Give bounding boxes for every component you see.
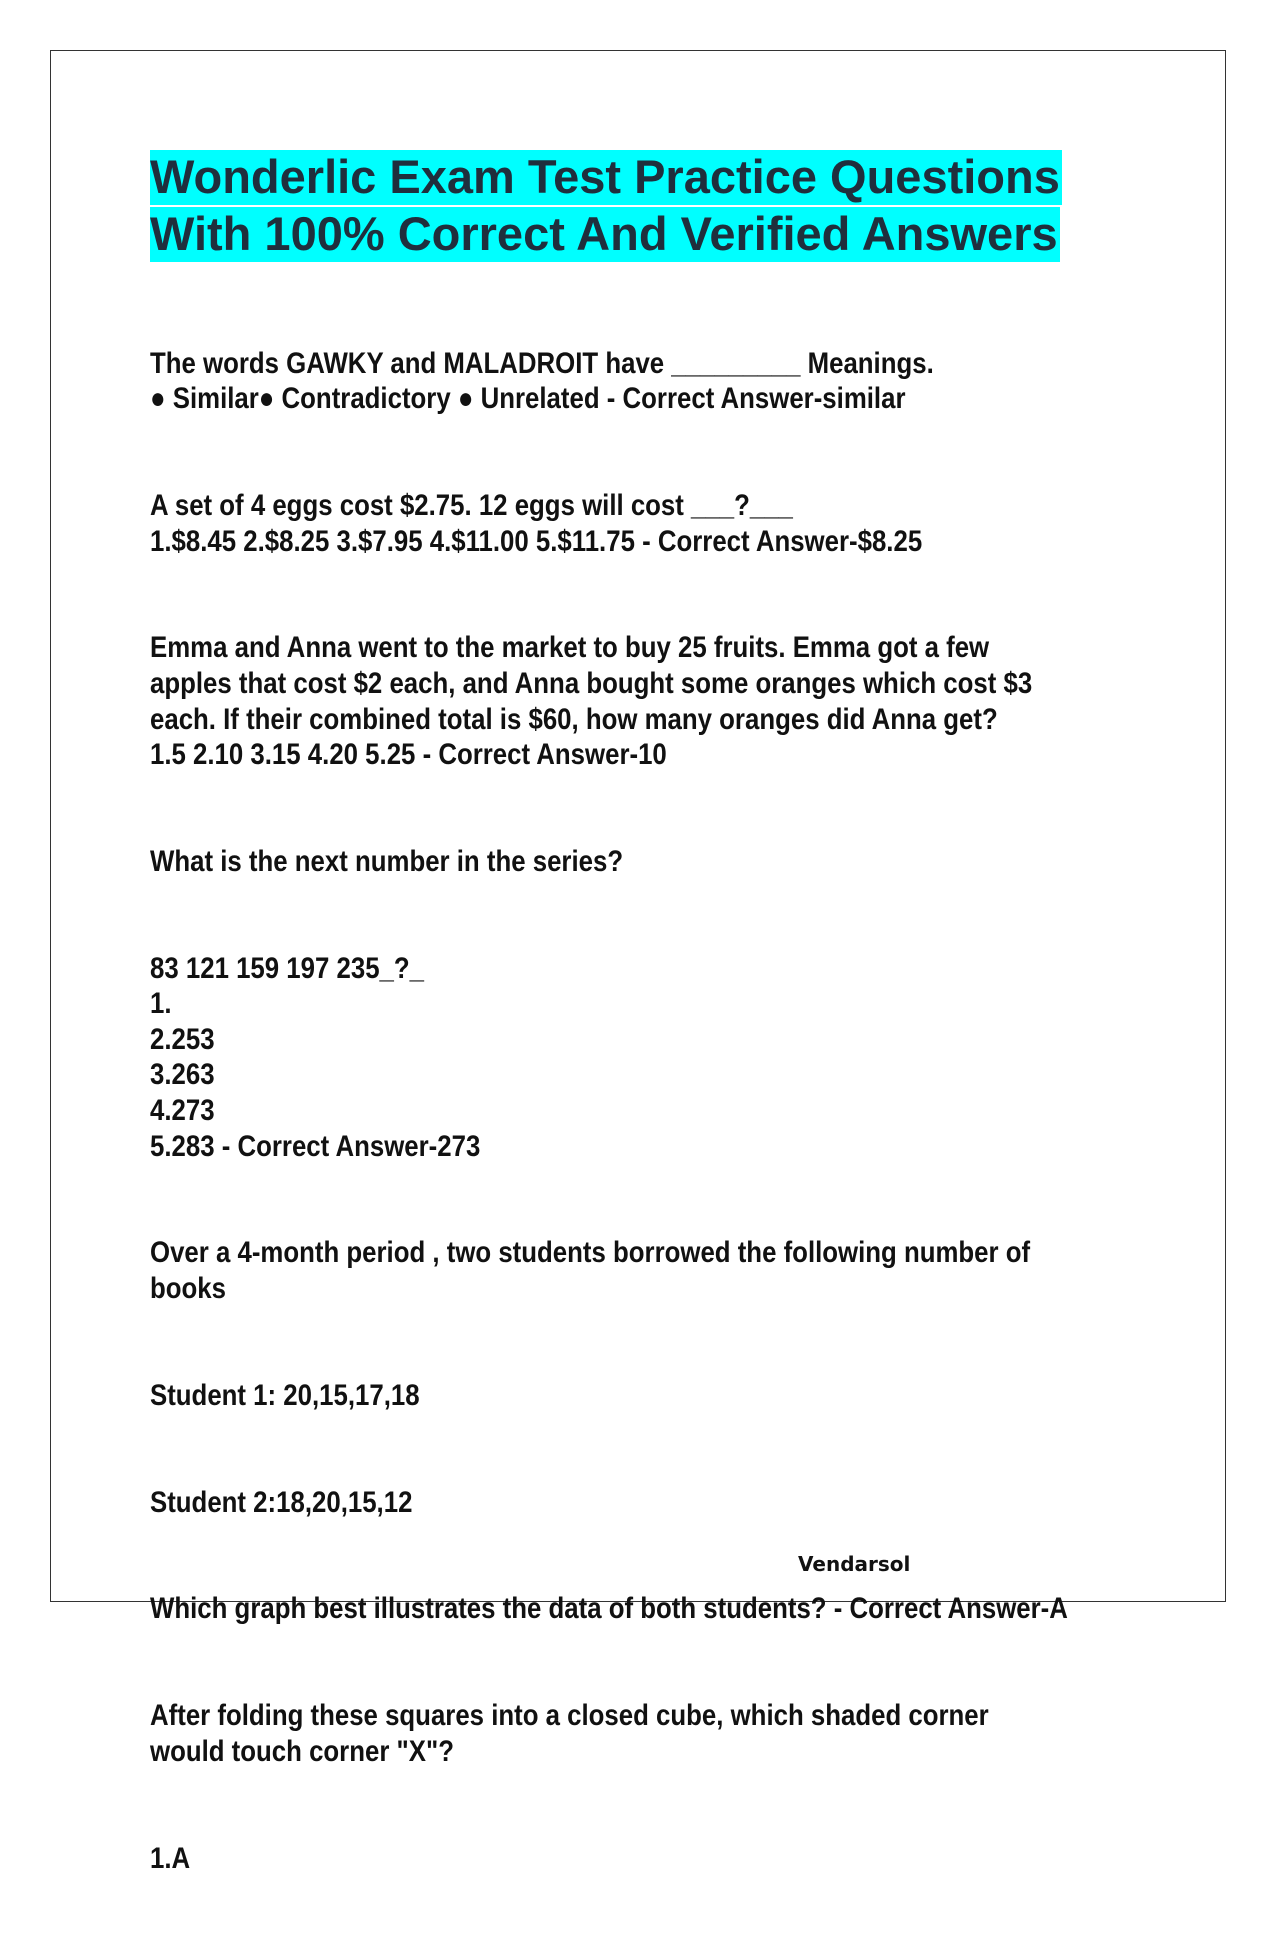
question-fruits: Emma and Anna went to the market to buy 25 fruits. Emma got a few apples that cost $2 each, and Anna bought some oranges which cost $3 each. If their combined total is $60, how many oranges did Anna get? 1.5 2.10 3.15 4.20 5.25 - Correct Answer-10 (150, 631, 1033, 772)
question-cube-option-1: 1.A (150, 1841, 191, 1875)
question-series-options: 83 121 159 197 235_?_ 1. 2.253 3.263 4.273 5.283 - Correct Answer-273 (150, 951, 481, 1163)
footer-brand: Vendarsol (798, 1552, 911, 1576)
question-series-prompt: What is the next number in the series? (150, 844, 624, 878)
question-list (150, 310, 1150, 1947)
question-graph-answer: Which graph best illustrates the data of both students? - Correct Answer-A (150, 1592, 1068, 1626)
question-gawky-maladroit: The words GAWKY and MALADROIT have _________ Meanings. ● Similar● Contradictory ● Unrelated - Correct Answer-similar (150, 346, 934, 416)
question-eggs-cost: A set of 4 eggs cost $2.75. 12 eggs will cost ___?___ 1.$8.45 2.$8.25 3.$7.95 4.$11.00 5.$11.75 - Correct Answer-$8.25 (150, 488, 923, 558)
question-cube-fold: After folding these squares into a closed cube, which shaded corner would touch corner "X"? (150, 1699, 989, 1768)
student-1-data: Student 1: 20,15,17,18 (150, 1378, 420, 1412)
question-books-prompt: Over a 4-month period , two students borrowed the following number of books (150, 1236, 1031, 1306)
document-title-text: Wonderlic Exam Test Practice Questions With 100% Correct And Verified Answers (150, 150, 1060, 260)
student-2-data: Student 2:18,20,15,12 (150, 1485, 413, 1519)
document-title (150, 148, 1150, 262)
document-content (150, 148, 1150, 1947)
